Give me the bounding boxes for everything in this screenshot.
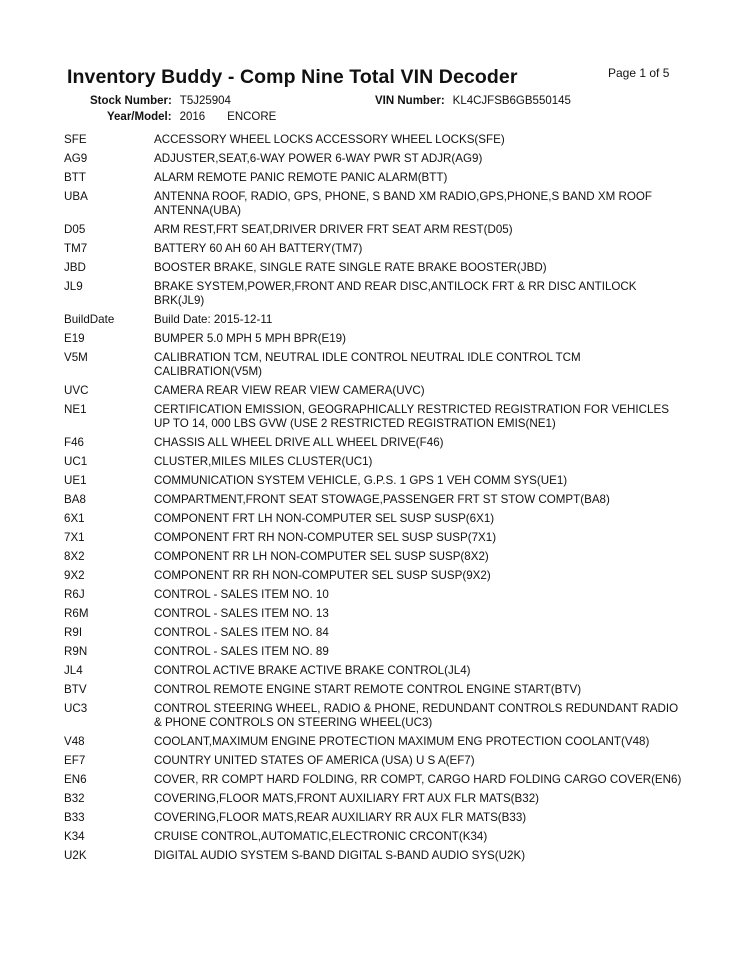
option-description: COVERING,FLOOR MATS,REAR AUXILIARY RR AUX FLR MATS(B33): [154, 811, 527, 824]
option-row: [64, 754, 684, 768]
model-value: ENCORE: [227, 111, 277, 123]
option-description: COOLANT,MAXIMUM ENGINE PROTECTION MAXIMUM ENG PROTECTION COOLANT(V48): [154, 735, 650, 748]
option-row: [64, 190, 684, 218]
option-row: [64, 313, 684, 327]
option-row: [64, 683, 684, 697]
page-number: Page 1 of 5: [608, 66, 670, 80]
option-description: ANTENNA ROOF, RADIO, GPS, PHONE, S BAND XM RADIO,GPS,PHONE,S BAND XM ROOF ANTENNA(UBA): [154, 190, 652, 217]
option-row: [64, 569, 684, 583]
option-code: 6X1: [64, 512, 85, 525]
option-description: CONTROL - SALES ITEM NO. 10: [154, 588, 329, 601]
option-code: SFE: [64, 133, 87, 146]
option-description: COMPONENT RR RH NON-COMPUTER SEL SUSP SUSP(9X2): [154, 569, 491, 582]
stock-number-row: [90, 95, 231, 107]
option-code: BTT: [64, 171, 86, 184]
option-row: [64, 493, 684, 507]
option-description: ALARM REMOTE PANIC REMOTE PANIC ALARM(BTT): [154, 171, 448, 184]
option-row: [64, 261, 684, 275]
option-row: [64, 702, 684, 730]
option-code: V48: [64, 735, 85, 748]
option-row: [64, 455, 684, 469]
option-row: [64, 626, 684, 640]
option-description: CONTROL ACTIVE BRAKE ACTIVE BRAKE CONTROL(JL4): [154, 664, 471, 677]
option-row: [64, 436, 684, 450]
option-code: BuildDate: [64, 313, 115, 326]
option-code: V5M: [64, 351, 88, 364]
option-description: CONTROL - SALES ITEM NO. 84: [154, 626, 329, 639]
option-code: JL9: [64, 280, 83, 293]
stock-number-label: Stock Number:: [90, 95, 172, 107]
option-code: UC3: [64, 702, 88, 715]
option-row: [64, 664, 684, 678]
option-code: D05: [64, 223, 86, 236]
vin-number-row: [375, 95, 571, 107]
option-code: F46: [64, 436, 84, 449]
option-code: R9I: [64, 626, 83, 639]
vin-number-label: VIN Number:: [375, 95, 445, 107]
option-row: [64, 351, 684, 379]
option-description: CRUISE CONTROL,AUTOMATIC,ELECTRONIC CRCONT(K34): [154, 830, 488, 843]
option-row: [64, 811, 684, 825]
vin-number-value: KL4CJFSB6GB550145: [452, 95, 571, 107]
option-row: [64, 830, 684, 844]
option-row: [64, 403, 684, 431]
option-code-list: [64, 133, 684, 868]
option-code: K34: [64, 830, 85, 843]
option-code: UBA: [64, 190, 88, 203]
option-code: 9X2: [64, 569, 85, 582]
option-description: CONTROL - SALES ITEM NO. 13: [154, 607, 329, 620]
option-row: [64, 223, 684, 237]
option-row: [64, 607, 684, 621]
option-row: [64, 735, 684, 749]
option-description: Build Date: 2015-12-11: [154, 313, 273, 326]
option-description: DIGITAL AUDIO SYSTEM S-BAND DIGITAL S-BAND AUDIO SYS(U2K): [154, 849, 526, 862]
option-row: [64, 792, 684, 806]
option-description: CONTROL REMOTE ENGINE START REMOTE CONTROL ENGINE START(BTV): [154, 683, 582, 696]
option-code: UE1: [64, 474, 87, 487]
option-row: [64, 332, 684, 346]
option-code: 7X1: [64, 531, 85, 544]
option-code: R6J: [64, 588, 85, 601]
option-row: [64, 280, 684, 308]
option-description: CALIBRATION TCM, NEUTRAL IDLE CONTROL NEUTRAL IDLE CONTROL TCM CALIBRATION(V5M): [154, 351, 581, 378]
option-row: [64, 384, 684, 398]
option-description: CONTROL - SALES ITEM NO. 89: [154, 645, 329, 658]
year-model-label: Year/Model:: [107, 111, 172, 123]
option-row: [64, 588, 684, 602]
option-code: R9N: [64, 645, 88, 658]
option-code: B32: [64, 792, 85, 805]
option-description: ACCESSORY WHEEL LOCKS ACCESSORY WHEEL LOCKS(SFE): [154, 133, 505, 146]
stock-number-value: T5J25904: [179, 95, 231, 107]
option-description: BATTERY 60 AH 60 AH BATTERY(TM7): [154, 242, 363, 255]
option-description: COMPONENT FRT RH NON-COMPUTER SEL SUSP SUSP(7X1): [154, 531, 497, 544]
option-row: [64, 773, 684, 787]
option-row: [64, 171, 684, 185]
option-description: ADJUSTER,SEAT,6-WAY POWER 6-WAY PWR ST ADJR(AG9): [154, 152, 483, 165]
option-code: U2K: [64, 849, 87, 862]
option-code: E19: [64, 332, 85, 345]
option-code: UVC: [64, 384, 89, 397]
option-description: BRAKE SYSTEM,POWER,FRONT AND REAR DISC,ANTILOCK FRT & RR DISC ANTILOCK BRK(JL9): [154, 280, 637, 307]
option-description: COVERING,FLOOR MATS,FRONT AUXILIARY FRT AUX FLR MATS(B32): [154, 792, 540, 805]
option-code: AG9: [64, 152, 88, 165]
option-row: [64, 474, 684, 488]
document-title: Inventory Buddy - Comp Nine Total VIN Decoder: [67, 66, 518, 88]
option-code: JL4: [64, 664, 83, 677]
option-code: R6M: [64, 607, 89, 620]
option-description: BUMPER 5.0 MPH 5 MPH BPR(E19): [154, 332, 346, 345]
option-code: 8X2: [64, 550, 85, 563]
option-description: CHASSIS ALL WHEEL DRIVE ALL WHEEL DRIVE(F46): [154, 436, 444, 449]
option-row: [64, 512, 684, 526]
option-code: UC1: [64, 455, 88, 468]
option-code: B33: [64, 811, 85, 824]
option-row: [64, 550, 684, 564]
option-description: COVER, RR COMPT HARD FOLDING, RR COMPT, CARGO HARD FOLDING CARGO COVER(EN6): [154, 773, 682, 786]
option-code: TM7: [64, 242, 88, 255]
option-description: CONTROL STEERING WHEEL, RADIO & PHONE, REDUNDANT CONTROLS REDUNDANT RADIO & PHONE CONTROLS ON STEERING WHEEL(UC3): [154, 702, 679, 729]
option-row: [64, 531, 684, 545]
option-code: EF7: [64, 754, 86, 767]
option-description: CERTIFICATION EMISSION, GEOGRAPHICALLY RESTRICTED REGISTRATION FOR VEHICLES UP TO 14, 000 LBS GVW (USE 2 RESTRICTED REGISTRATION EMIS(NE1): [154, 403, 669, 430]
option-code: NE1: [64, 403, 87, 416]
option-row: [64, 645, 684, 659]
option-description: COMMUNICATION SYSTEM VEHICLE, G.P.S. 1 GPS 1 VEH COMM SYS(UE1): [154, 474, 568, 487]
option-row: [64, 242, 684, 256]
option-description: COMPONENT FRT LH NON-COMPUTER SEL SUSP SUSP(6X1): [154, 512, 495, 525]
option-row: [64, 133, 684, 147]
option-code: BTV: [64, 683, 87, 696]
option-row: [64, 152, 684, 166]
option-description: ARM REST,FRT SEAT,DRIVER DRIVER FRT SEAT ARM REST(D05): [154, 223, 513, 236]
option-description: CAMERA REAR VIEW REAR VIEW CAMERA(UVC): [154, 384, 425, 397]
option-description: CLUSTER,MILES MILES CLUSTER(UC1): [154, 455, 373, 468]
option-row: [64, 849, 684, 863]
year-value: 2016: [179, 111, 206, 123]
option-code: JBD: [64, 261, 86, 274]
option-description: BOOSTER BRAKE, SINGLE RATE SINGLE RATE BRAKE BOOSTER(JBD): [154, 261, 547, 274]
option-description: COUNTRY UNITED STATES OF AMERICA (USA) U S A(EF7): [154, 754, 475, 767]
option-description: COMPONENT RR LH NON-COMPUTER SEL SUSP SUSP(8X2): [154, 550, 489, 563]
option-description: COMPARTMENT,FRONT SEAT STOWAGE,PASSENGER FRT ST STOW COMPT(BA8): [154, 493, 610, 506]
year-model-row: [107, 111, 276, 123]
option-code: EN6: [64, 773, 87, 786]
option-code: BA8: [64, 493, 86, 506]
